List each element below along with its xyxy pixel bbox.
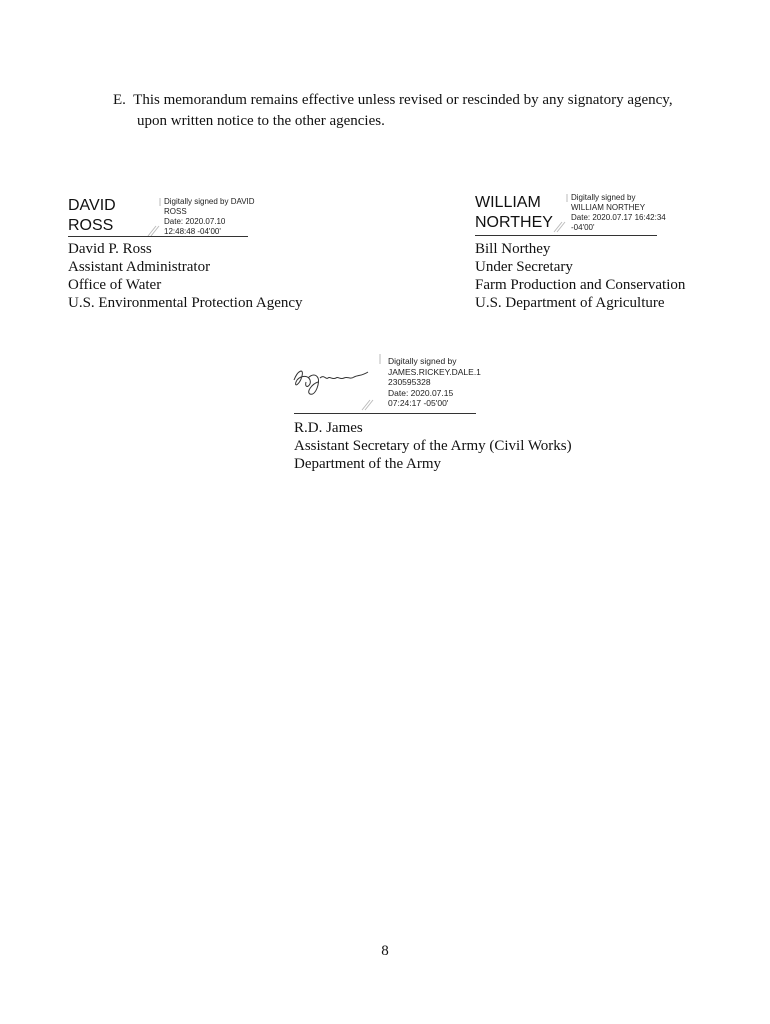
paragraph-label: E. (113, 92, 126, 108)
signer-agency: U.S. Department of Agriculture (475, 295, 665, 311)
paragraph-e (113, 90, 713, 132)
signer-office: Farm Production and Conservation (475, 277, 686, 293)
signature-line (294, 413, 476, 414)
signature-slash-mark (146, 196, 164, 238)
signature-line (475, 235, 657, 236)
signer-title: Under Secretary (475, 259, 573, 275)
paragraph-line-2: upon written notice to the other agencies. (137, 113, 385, 129)
printed-name: David P. Ross (68, 241, 152, 257)
signer-office: Office of Water (68, 277, 162, 293)
signer-agency: U.S. Environmental Protection Agency (68, 295, 303, 311)
signer-details (68, 240, 303, 312)
signature-line (68, 236, 248, 237)
signer-details (294, 419, 572, 473)
digital-signature-meta: Digitally signed by JAMES.RICKEY.DALE.1 230595328 Date: 2020.07.15 07:24:17 -05'00' (388, 356, 481, 408)
digital-signature-meta: Digitally signed by WILLIAM NORTHEY Date: 2020.07.17 16:42:34 -04'00' (571, 193, 666, 232)
signer-name-line-2: ROSS (68, 217, 114, 234)
signer-name-line-1: WILLIAM (475, 194, 541, 211)
page-number: 8 (381, 943, 389, 959)
signer-name-line-2: NORTHEY (475, 214, 553, 231)
signer-details (475, 240, 685, 312)
signer-title: Assistant Administrator (68, 259, 211, 275)
paragraph-line-1: This memorandum remains effective unless revised or rescinded by any signatory agency, (133, 92, 673, 108)
signature-slash-mark (552, 192, 570, 234)
digital-signature-meta: Digitally signed by DAVID ROSS Date: 2020.07.10 12:48:48 -04'00' (164, 197, 255, 236)
printed-name: R.D. James (294, 420, 363, 436)
signer-agency: Department of the Army (294, 456, 442, 472)
printed-name: Bill Northey (475, 241, 551, 257)
signer-name-line-1: DAVID (68, 197, 116, 214)
signature-slash-mark (360, 352, 382, 412)
signer-title: Assistant Secretary of the Army (Civil Works) (294, 438, 572, 454)
